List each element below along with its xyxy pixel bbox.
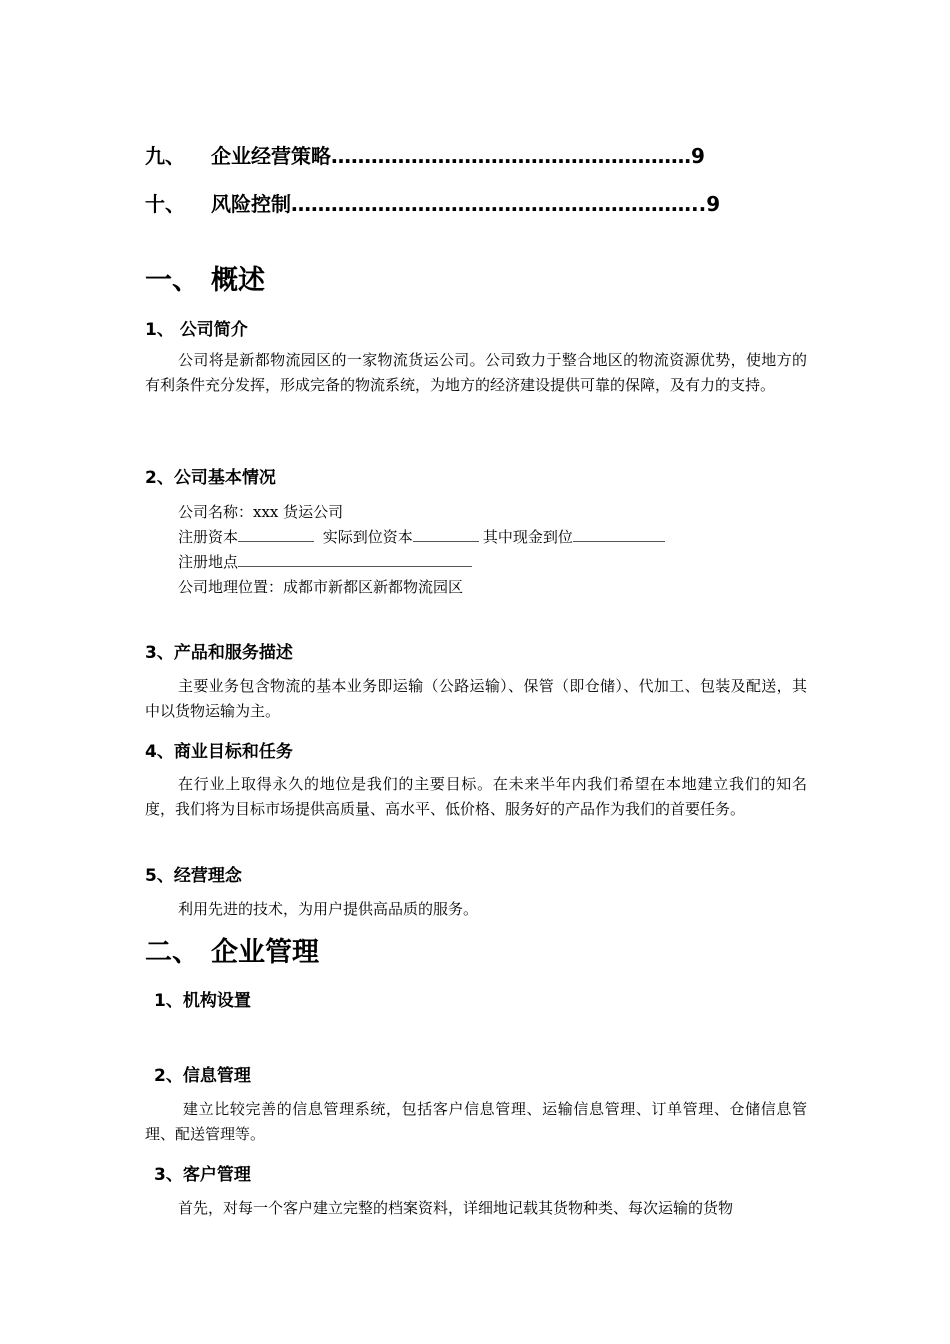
paragraph: 主要业务包含物流的基本业务即运输（公路运输）、保管（即仓储）、代加工、包装及配送，其中以货物运输为主。 xyxy=(145,677,807,720)
section-heading-management xyxy=(145,930,545,966)
cash-label: 其中现金到位 xyxy=(482,528,573,546)
subsection-heading: 2、信息管理 xyxy=(154,1066,251,1086)
subsection-heading: 4、商业目标和任务 xyxy=(145,742,293,762)
paragraph: 利用先进的技术，为用户提供高品质的服务。 xyxy=(178,900,479,918)
section-number: 一、 xyxy=(145,265,199,296)
toc-entry-9[interactable] xyxy=(145,140,845,166)
subsection-heading: 3、客户管理 xyxy=(154,1165,251,1185)
section-heading-overview xyxy=(145,258,545,294)
registered-capital-label: 注册资本 xyxy=(178,528,239,546)
toc-text: 风险控制……………………………………………………..9 xyxy=(211,192,721,216)
paid-capital-blank[interactable] xyxy=(413,527,479,542)
subsection-heading: 3、产品和服务描述 xyxy=(145,643,293,663)
toc-number: 十、 xyxy=(145,192,185,216)
paragraph: 建立比较完善的信息管理系统，包括客户信息管理、运输信息管理、订单管理、仓储信息管理、配送管理等。 xyxy=(145,1100,807,1143)
cash-blank[interactable] xyxy=(573,527,665,542)
capital-row xyxy=(178,526,669,547)
section-title: 企业管理 xyxy=(211,937,319,968)
subsection-heading: 1、 公司简介 xyxy=(145,320,248,340)
registered-capital-blank[interactable] xyxy=(238,527,314,542)
paid-capital-label: 实际到位资本 xyxy=(322,528,413,546)
paragraph: 公司将是新都物流园区的一家物流货运公司。公司致力于整合地区的物流资源优势，使地方的有利条件充分发挥，形成完备的物流系统，为地方的经济建设提供可靠的保障，及有力的支持。 xyxy=(145,351,807,394)
company-location-field: 公司地理位置：成都市新都区新都物流园区 xyxy=(178,578,464,596)
registered-place-blank[interactable] xyxy=(238,552,472,567)
subsection-heading: 1、机构设置 xyxy=(154,991,251,1011)
section-title: 概述 xyxy=(211,265,265,296)
subsection-heading: 2、公司基本情况 xyxy=(145,468,276,488)
paragraph: 首先，对每一个客户建立完整的档案资料，详细地记载其货物种类、每次运输的货物 xyxy=(178,1199,734,1217)
paragraph: 在行业上取得永久的地位是我们的主要目标。在未来半年内我们希望在本地建立我们的知名度，我们将为目标市场提供高质量、高水平、低价格、服务好的产品作为我们的首要任务。 xyxy=(145,775,807,818)
toc-number: 九、 xyxy=(145,144,185,168)
toc-text: 企业经营策略………………………………………………9 xyxy=(211,144,705,168)
section-number: 二、 xyxy=(145,937,199,968)
registered-place-label: 注册地点 xyxy=(178,553,239,571)
subsection-heading: 5、经营理念 xyxy=(145,866,242,886)
company-name-field: 公司名称：xxx 货运公司 xyxy=(178,503,344,521)
toc-entry-10[interactable] xyxy=(145,188,845,214)
place-row xyxy=(178,551,476,572)
